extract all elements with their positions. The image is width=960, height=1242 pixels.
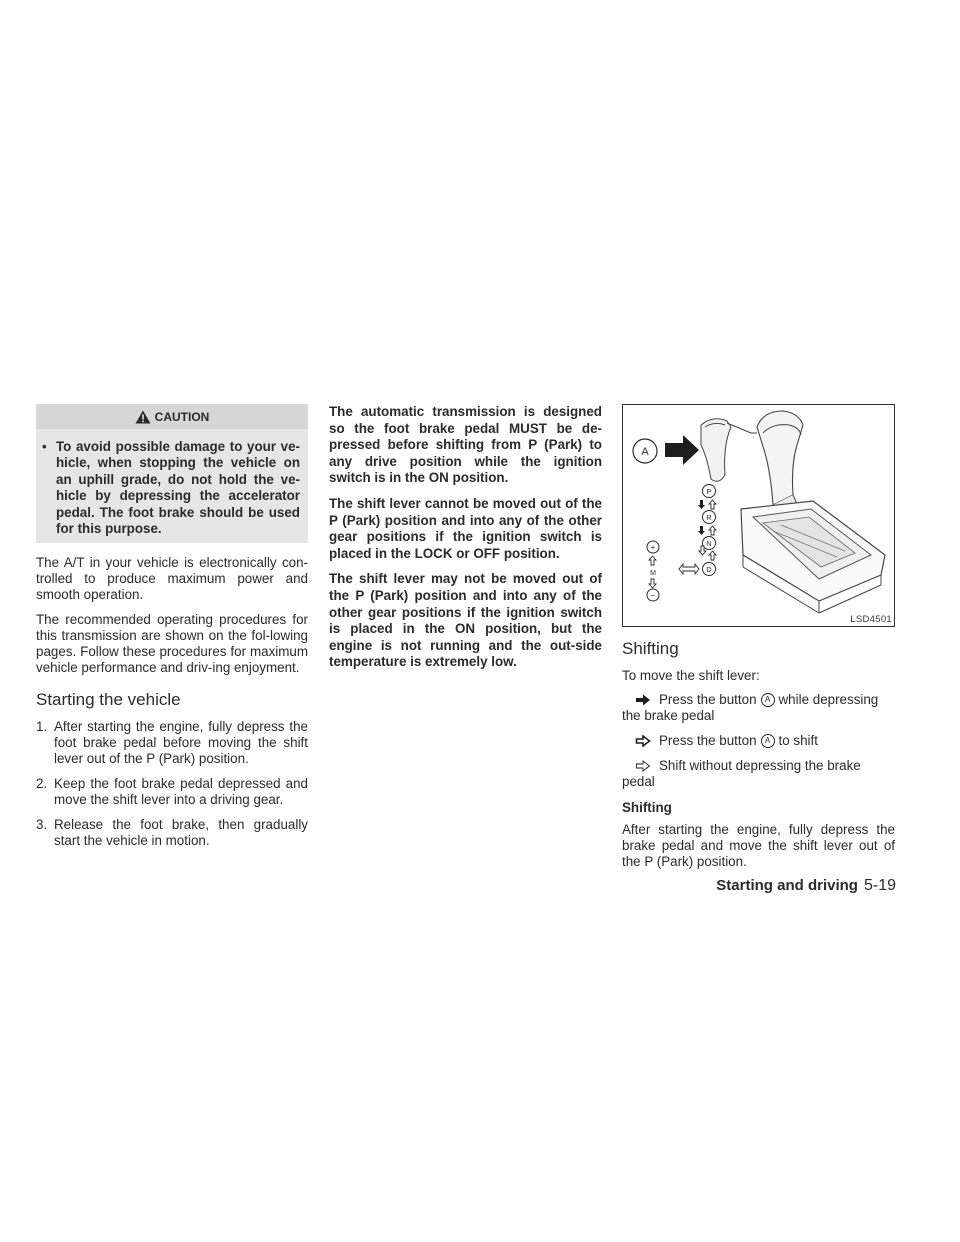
section-heading-starting: Starting the vehicle (36, 690, 181, 710)
callout-letter: A (641, 446, 649, 458)
intro-paragraph: The recommended operating procedures for this transmission are shown on the fol-lowing pages. Follow these procedures for maximum vehicle performance and driv-ing enjoyment. (36, 612, 308, 676)
section-heading-shifting: Shifting (622, 639, 679, 658)
manual-plus-label: + (650, 543, 656, 552)
footer-section-title: Starting and driving (716, 877, 858, 894)
step-text: Release the foot brake, then gradually start the vehicle in motion. (54, 817, 308, 849)
right-column (622, 404, 895, 870)
caution-title: CAUTION (154, 409, 210, 424)
page-footer (716, 877, 896, 895)
legend-text-wrap: pedal (622, 774, 655, 789)
list-item (36, 776, 308, 808)
warning-icon (135, 410, 151, 424)
shifting-lead: To move the shift lever: (622, 668, 760, 683)
gear-label-r: R (706, 513, 712, 522)
legend-item (622, 733, 895, 749)
middle-column (329, 404, 602, 680)
list-item (36, 719, 308, 767)
legend-text-wrap: the brake pedal (622, 708, 715, 723)
figure-code: LSD4501 (850, 614, 892, 625)
note-paragraph: The shift lever cannot be moved out of the P (Park) position and into any of the other gear positions if the ignition switch is placed in the LOCK or OFF position. (329, 495, 602, 561)
intro-paragraph: The A/T in your vehicle is electronically con-trolled to produce maximum power and smooth operation. (36, 555, 308, 603)
outline-thin-arrow-icon (635, 760, 659, 772)
step-number: 1. (36, 719, 48, 735)
page-number: 5-19 (863, 877, 896, 894)
caution-item (36, 429, 308, 537)
shifting-body: After starting the engine, fully depress the brake pedal and move the shift lever out of the P (Park) position. (622, 822, 895, 869)
manual-minus-label: − (650, 591, 656, 600)
left-column (36, 404, 308, 858)
caution-header (36, 404, 308, 429)
note-paragraph: The automatic transmission is designed so the foot brake pedal MUST be de-pressed before shifting from P (Park) to any drive position while the ignition switch is in the ON position. (329, 404, 602, 486)
outline-bold-arrow-icon (635, 735, 659, 747)
callout-a: A (761, 734, 775, 748)
caution-box (36, 404, 308, 543)
manual-m-label: M (650, 570, 656, 577)
shift-lever-illustration (623, 405, 894, 626)
legend-text: while depressing (778, 692, 879, 707)
legend-text: Press the button (659, 692, 757, 707)
gear-label-n: N (706, 539, 712, 548)
legend-text: Press the button (659, 733, 757, 748)
subheading-shifting: Shifting (622, 800, 672, 815)
note-paragraph: The shift lever may not be moved out of the P (Park) position and into any of the other gear positions if the ignition switch is placed in the ON position, but the engine is not running and the out-side temperature is extremely low. (329, 571, 602, 670)
step-number: 3. (36, 817, 48, 833)
caution-text: To avoid possible damage to your ve-hicle, when stopping the vehicle on an uphill grade, do not hold the ve-hicle by depressing the accelerator pedal. The foot brake should be used for this purpose. (56, 439, 300, 537)
legend-item (622, 692, 895, 724)
starting-steps (36, 719, 308, 849)
legend-text: to shift (778, 733, 818, 748)
shift-lever-figure (622, 404, 895, 627)
list-item (36, 817, 308, 849)
bullet: • (42, 439, 47, 454)
solid-arrow-icon (635, 694, 659, 706)
legend-item (622, 758, 895, 790)
legend-text: Shift without depressing the brake (659, 758, 861, 773)
step-text: Keep the foot brake pedal depressed and move the shift lever into a driving gear. (54, 776, 308, 808)
step-text: After starting the engine, fully depress the foot brake pedal before moving the shift lever out of the P (Park) position. (54, 719, 308, 767)
gear-label-p: P (706, 487, 712, 496)
callout-a: A (761, 693, 775, 707)
step-number: 2. (36, 776, 48, 792)
gear-label-d: D (706, 565, 712, 574)
